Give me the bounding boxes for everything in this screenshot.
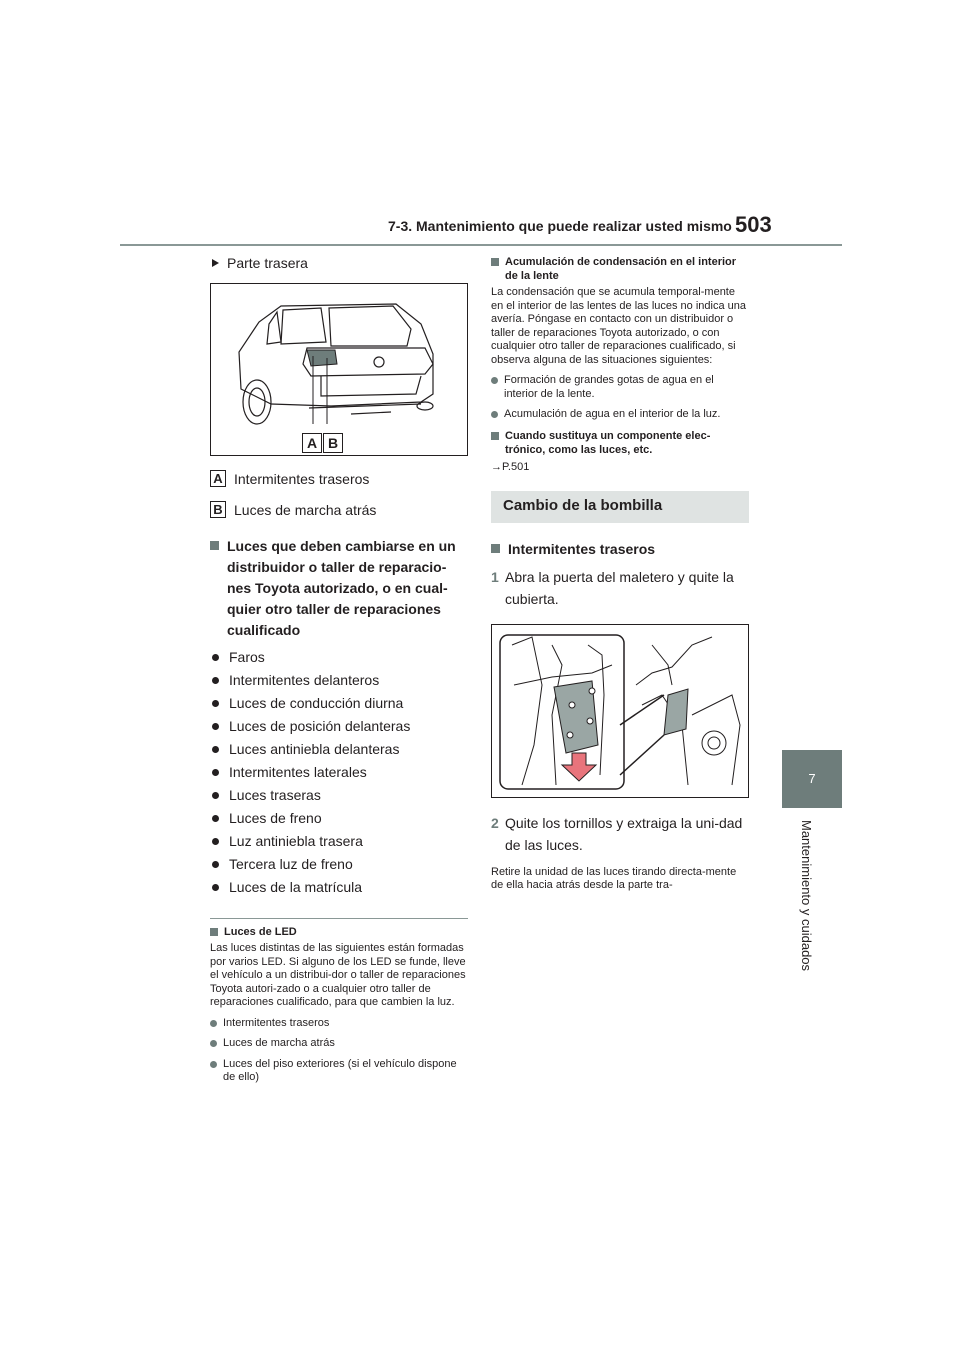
condensation-text: La condensación que se acumula temporal-mente en el interior de las lentes de las luces no indica una avería. Póngase en contacto con un distribuidor o taller de reparaciones Toyota autorizado, o con cualquier otro taller de reparaciones cualificado, si observa alguna de las situaciones siguientes:	[491, 286, 746, 366]
list-item: Tercera luz de freno	[210, 856, 468, 873]
note-divider	[210, 918, 468, 919]
step-1: 1 Abra la puerta del maletero y quite la cubierta.	[491, 568, 734, 607]
bullet-dot-icon	[212, 838, 219, 845]
list-item: Intermitentes laterales	[210, 764, 468, 781]
trunk-cover-figure	[491, 624, 749, 798]
header-rule	[120, 244, 842, 246]
list-item: Intermitentes delanteros	[210, 672, 468, 689]
led-note-text: Las luces distintas de las siguientes están formadas por varios LED. Si alguno de los LED se funde, lleve el vehículo a un distribui-dor o taller de reparaciones Toyota autori-zado o a cualquier otro taller de reparaciones cualificado, para que cambien la luz.	[210, 942, 466, 1008]
list-item: Faros	[210, 649, 468, 666]
bullet-dot-icon	[212, 723, 219, 730]
bullet-dot-icon	[212, 700, 219, 707]
list-item: Luces de freno	[210, 810, 468, 827]
rear-car-figure	[210, 283, 468, 456]
chapter-number: 7	[808, 771, 816, 786]
bullet-dot-icon	[212, 815, 219, 822]
bullet-dot-icon	[212, 769, 219, 776]
bullet-dot-icon	[210, 1020, 217, 1027]
step-2: 2 Quite los tornillos y extraiga la uni-dad de las luces.	[491, 814, 743, 853]
page-reference: →P.501	[491, 460, 530, 473]
led-note-heading: Luces de LED	[210, 925, 468, 939]
list-item: Luces traseras	[210, 787, 468, 804]
bullet-dot-icon	[212, 884, 219, 891]
electronic-heading: Cuando sustituya un componente elec-trónico, como las luces, etc.	[491, 429, 749, 457]
rear-car-illustration	[211, 284, 467, 455]
condensation-heading: Acumulación de condensación en el interior de la lente	[491, 255, 749, 283]
rear-turn-signal-heading: Intermitentes traseros	[491, 539, 749, 560]
legend-item-a: A Intermitentes traseros	[210, 470, 468, 487]
bullet-dot-icon	[212, 861, 219, 868]
bullet-dot-icon	[491, 411, 498, 418]
list-item: Luces de la matrícula	[210, 879, 468, 896]
led-exceptions-list	[210, 1017, 468, 1085]
list-item: Luces de posición delanteras	[210, 718, 468, 735]
dealer-replace-heading: Luces que deben cambiarse en un distribuidor o taller de reparacio-nes Toyota autorizado, o en cual-quier otro taller de reparaciones cualificado	[210, 536, 468, 641]
figure-label-b: B	[323, 433, 343, 453]
list-item: Luces del piso exteriores (si el vehículo dispone de ello)	[210, 1058, 468, 1085]
legend-item-b: B Luces de marcha atrás	[210, 501, 468, 518]
square-bullet-icon	[491, 544, 500, 553]
bullet-dot-icon	[212, 746, 219, 753]
figure-label-a: A	[302, 433, 322, 453]
chapter-title: Mantenimiento y cuidados	[799, 820, 814, 972]
trunk-cover-illustration	[492, 625, 748, 797]
subheading-rear: Parte trasera	[210, 255, 468, 271]
list-item: Luces de conducción diurna	[210, 695, 468, 712]
bullet-dot-icon	[210, 1061, 217, 1068]
chapter-sidebar	[797, 820, 817, 1020]
triangle-icon	[212, 259, 219, 267]
list-item: Intermitentes traseros	[210, 1017, 468, 1031]
bullet-dot-icon	[212, 792, 219, 799]
list-item: Formación de grandes gotas de agua en el interior de la lente.	[491, 374, 749, 401]
bullet-dot-icon	[212, 654, 219, 661]
right-column	[491, 255, 749, 900]
condensation-list	[491, 374, 749, 422]
left-column	[210, 255, 468, 1092]
bullet-dot-icon	[212, 677, 219, 684]
list-item: Acumulación de agua en el interior de la luz.	[491, 408, 749, 422]
list-item: Luces de marcha atrás	[210, 1037, 468, 1051]
square-bullet-icon	[491, 432, 499, 440]
chapter-tab	[782, 750, 842, 808]
section-title: 7-3. Mantenimiento que puede realizar usted mismo	[388, 218, 732, 234]
closing-text: Retire la unidad de las luces tirando directa-mente de ella hacia atrás desde la parte tra-	[491, 865, 737, 891]
list-item: Luz antiniebla trasera	[210, 833, 468, 850]
bullet-dot-icon	[210, 1040, 217, 1047]
bullet-dot-icon	[491, 377, 498, 384]
square-bullet-icon	[491, 258, 499, 266]
bulb-change-heading: Cambio de la bombilla	[491, 491, 749, 523]
square-bullet-icon	[210, 928, 218, 936]
dealer-lights-list	[210, 649, 468, 896]
page-number: 503	[735, 212, 772, 237]
list-item: Luces antiniebla delanteras	[210, 741, 468, 758]
square-bullet-icon	[210, 541, 219, 550]
